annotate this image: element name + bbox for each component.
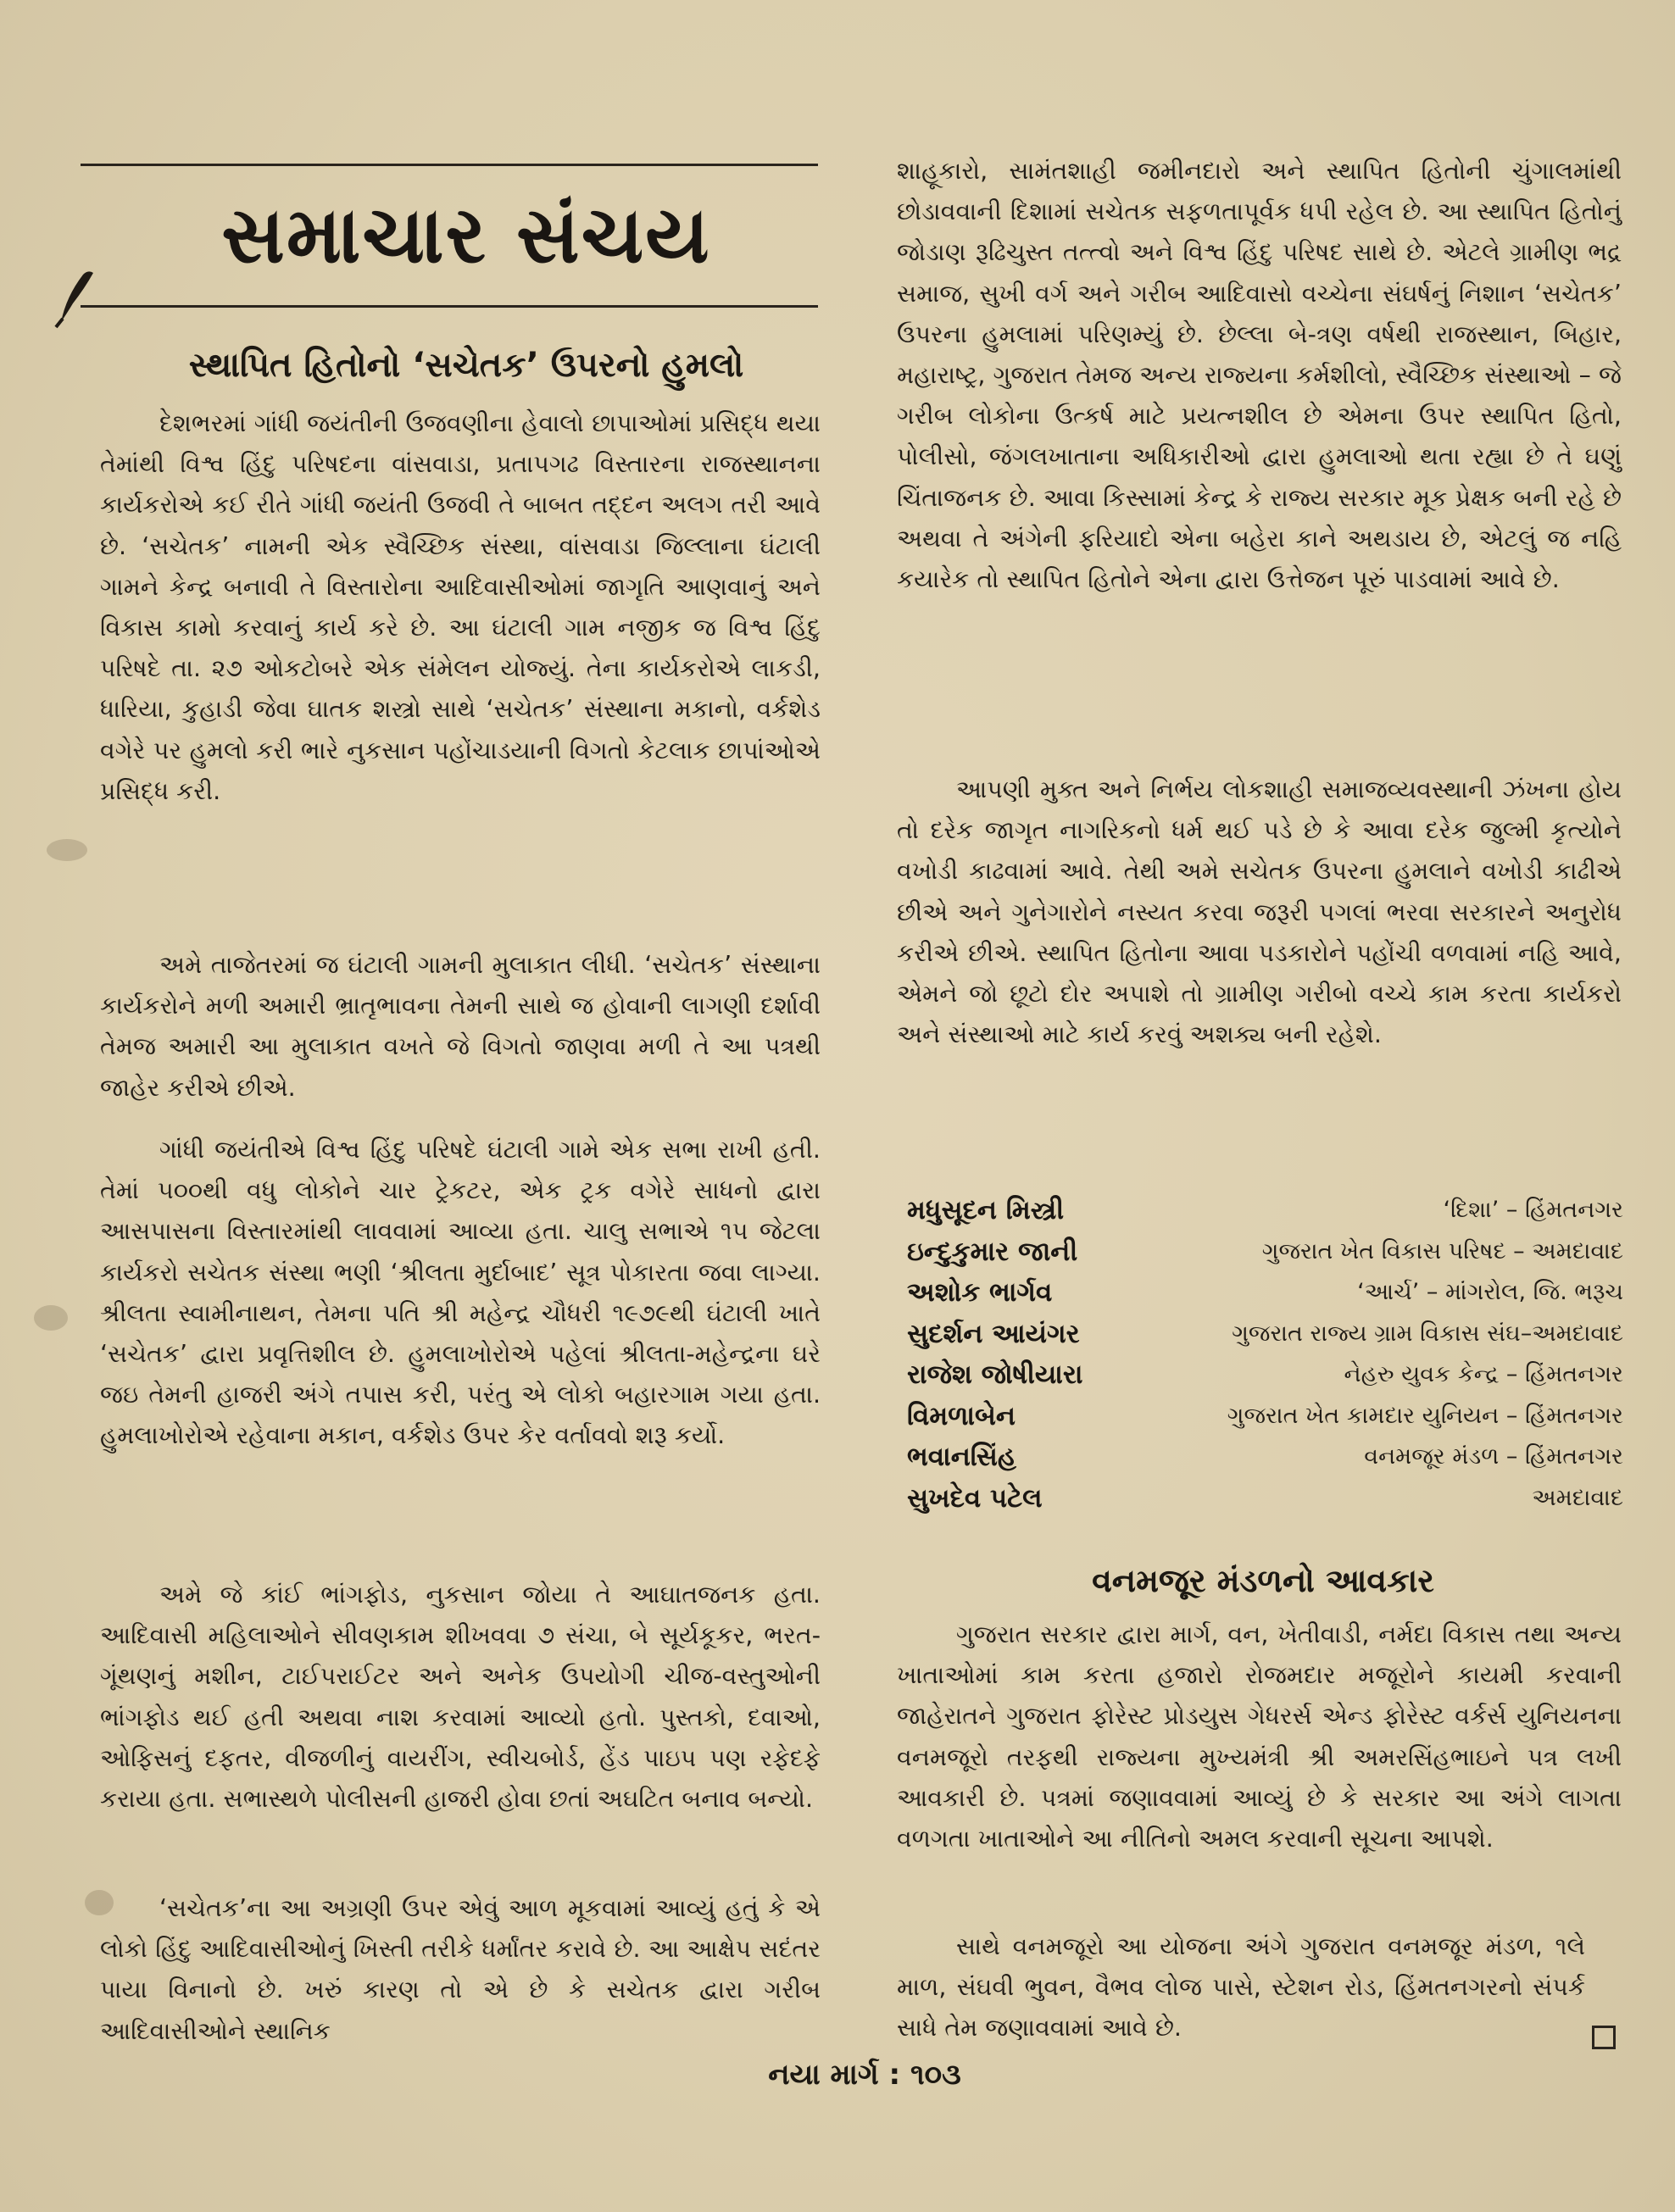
signatory-row <box>907 1397 1623 1438</box>
signatory-organisation: ‘આર્ચ’ – માંગરોલ, જિ. ભરૂચ <box>1357 1279 1623 1305</box>
signatory-row <box>907 1273 1623 1314</box>
paragraph: દેશભરમાં ગાંધી જયંતીની ઉજવણીના હેવાલો છાપાઓમાં પ્રસિદ્ધ થયા તેમાંથી વિશ્વ હિંદુ પરિષદના વાંસવાડા, પ્રતાપગઢ વિસ્તારના રાજસ્થાનના કાર્યકરોએ કઈ રીતે ગાંધી જયંતી ઉજવી તે બાબત તદ્દન અલગ તરી આવે છે. ‘સચેતક’ નામની એક સ્વૈચ્છિક સંસ્થા, વાંસવાડા જિલ્લાના ઘંટાલી ગામને કેન્દ્ર બનાવી તે વિસ્તારોના આદિવાસીઓમાં જાગૃતિ આણવાનું અને વિકાસ કામો કરવાનું કાર્ય કરે છે. આ ઘંટાલી ગામ નજીક જ વિશ્વ હિંદુ પરિષદે તા. ૨૭ ઓકટોબરે એક સંમેલન યોજ્યું. તેના કાર્યકરોએ લાકડી, ધારિયા, કુહાડી જેવા ઘાતક શસ્ત્રો સાથે ‘સચેતક’ સંસ્થાના મકાનો, વર્કશેડ વગેરે પર હુમલો કરી ભારે નુકસાન પહોંચાડયાની વિગતો કેટલાક છાપાંઓએ પ્રસિદ્ધ કરી. <box>100 409 821 805</box>
quill-pen-icon <box>51 263 102 331</box>
signatory-name: સુખદેવ પટેલ <box>907 1482 1043 1514</box>
signatory-name: સુદર્શન આયંગર <box>907 1318 1080 1349</box>
header-rule-top <box>81 164 818 166</box>
paragraph: આપણી મુક્ત અને નિર્ભય લોકશાહી સમાજવ્યવસ્થાની ઝંખના હોય તો દરેક જાગૃત નાગરિકનો ધર્મ થઈ પડે છે કે આવા દરેક જુલ્મી કૃત્યોને વખોડી કાઢવામાં આવે. તેથી અમે સચેતક ઉપરના હુમલાને વખોડી કાઢીએ છીએ અને ગુનેગારોને નસ્યત કરવા જરૂરી પગલાં ભરવા સરકારને અનુરોધ કરીએ છીએ. સ્થાપિત હિતોના આવા પડકારોને પહોંચી વળવામાં નહિ આવે, એમને જો છૂટો દોર અપાશે તો ગ્રામીણ ગરીબો વચ્ચે કામ કરતા કાર્યકરો અને સંસ્થાઓ માટે કાર્ય કરવું અશક્ય બની રહેશે. <box>897 775 1622 1049</box>
signatory-organisation: ગુજરાત ખેત કામદાર યુનિયન – હિંમતનગર <box>1227 1402 1623 1429</box>
signatories-list <box>907 1191 1623 1520</box>
header-rule-bottom <box>81 305 818 308</box>
signatory-name: ભવાનસિંહ <box>907 1442 1016 1472</box>
signatory-name: મધુસૂદન મિસ્ત્રી <box>907 1195 1065 1225</box>
signatory-name: રાજેશ જોષીયારા <box>907 1359 1083 1390</box>
signatory-row <box>907 1355 1623 1397</box>
article-headline: સ્થાપિત હિતોનો ‘સચેતક’ ઉપરનો હુમલો <box>188 346 744 385</box>
signatory-organisation: અમદાવાદ <box>1532 1484 1623 1511</box>
masthead-title: સમાચાર સંચય <box>221 189 711 281</box>
paper-stain <box>47 839 87 861</box>
paragraph: ગાંધી જયંતીએ વિશ્વ હિંદુ પરિષદે ઘંટાલી ગામે એક સભા રાખી હતી. તેમાં ૫૦૦થી વધુ લોકોને ચાર ટ્રેકટર, એક ટ્રક વગેરે સાધનો દ્વારા આસપાસના વિસ્તારમાંથી લાવવામાં આવ્યા હતા. ચાલુ સભાએ ૧૫ જેટલા કાર્યકરો સચેતક સંસ્થા ભણી ‘શ્રીલતા મુર્દાબાદ’ સૂત્ર પોકારતા જવા લાગ્યા. શ્રીલતા સ્વામીનાથન, તેમના પતિ શ્રી મહેન્દ્ર ચૌધરી ૧૯૭૯થી ઘંટાલી ખાતે ‘સચેતક’ દ્વારા પ્રવૃત્તિશીલ છે. હુમલાખોરોએ પહેલાં શ્રીલતા-મહેન્દ્રના ઘરે જઇ તેમની હાજરી અંગે તપાસ કરી, પરંતુ એ લોકો બહારગામ ગયા હતા. હુમલાખોરોએ રહેવાના મકાન, વર્કશેડ ઉપર કેર વર્તાવવો શરૂ કર્યો. <box>100 1136 821 1450</box>
signatory-row <box>907 1437 1623 1479</box>
end-of-article-box-icon <box>1592 2026 1616 2049</box>
signatory-name: ઇન્દુકુમાર જાની <box>907 1236 1078 1267</box>
paper-stain <box>34 1305 68 1331</box>
paragraph: ગુજરાત સરકાર દ્વારા માર્ગ, વન, ખેતીવાડી, નર્મદા વિકાસ તથા અન્ય ખાતાઓમાં કામ કરતા હજારો રોજમદાર મજૂરોને કાયમી કરવાની જાહેરાતને ગુજરાત ફોરેસ્ટ પ્રોડયુસ ગેધરર્સ એન્ડ ફોરેસ્ટ વર્કર્સ યુનિયનના વનમજૂરો તરફથી રાજ્યના મુખ્યમંત્રી શ્રી અમરસિંહભાઇને પત્ર લખી આવકારી છે. પત્રમાં જણાવવામાં આવ્યું છે કે સરકાર આ અંગે લાગતા વળગતા ખાતાઓને આ નીતિનો અમલ કરવાની સૂચના આપશે. <box>897 1620 1622 1854</box>
signatory-organisation: ગુજરાત રાજ્ય ગ્રામ વિકાસ સંઘ–અમદાવાદ <box>1232 1320 1623 1347</box>
signatory-row <box>907 1191 1623 1232</box>
page-footer: નયા માર્ગ : ૧૦૩ <box>768 2058 961 2092</box>
paragraph: અમે તાજેતરમાં જ ઘંટાલી ગામની મુલાકાત લીધી. ‘સચેતક’ સંસ્થાના કાર્યકરોને મળી અમારી ભ્રાતૃભાવના તેમની સાથે જ હોવાની લાગણી દર્શાવી તેમજ અમારી આ મુલાકાત વખતે જે વિગતો જાણવા મળી તે આ પત્રથી જાહેર કરીએ છીએ. <box>100 951 821 1102</box>
signatory-organisation: નેહરુ યુવક કેન્દ્ર – હિંમતનગર <box>1344 1361 1623 1387</box>
signatory-organisation: ‘દિશા’ – હિંમતનગર <box>1443 1197 1623 1223</box>
signatory-row <box>907 1314 1623 1356</box>
paragraph: શાહૂકારો, સામંતશાહી જમીનદારો અને સ્થાપિત હિતોની ચુંગાલમાંથી છોડાવવાની દિશામાં સચેતક સફળતાપૂર્વક ધપી રહેલ છે. આ સ્થાપિત હિતોનું જોડાણ રૂઢિચુસ્ત તત્ત્વો અને વિશ્વ હિંદુ પરિષદ સાથે છે. એટલે ગ્રામીણ ભદ્ર સમાજ, સુખી વર્ગ અને ગરીબ આદિવાસો વચ્ચેના સંઘર્ષનું નિશાન ‘સચેતક’ ઉપરના હુમલામાં પરિણમ્યું છે. છેલ્લા બે-ત્રણ વર્ષથી રાજસ્થાન, બિહાર, મહારાષ્ટ્ર, ગુજરાત તેમજ અન્ય રાજ્યના કર્મશીલો, સ્વૈચ્છિક સંસ્થાઓ – જે ગરીબ લોકોના ઉત્કર્ષ માટે પ્રયત્નશીલ છે એમના ઉપર સ્થાપિત હિતો, પોલીસો, જંગલખાતાના અધિકારીઓ દ્વારા હુમલાઓ થતા રહ્યા છે તે ઘણું ચિંતાજનક છે. આવા કિસ્સામાં કેન્દ્ર કે રાજ્ય સરકાર મૂક પ્રેક્ષક બની રહે છે અથવા તે અંગેની ફરિયાદો એના બહેરા કાને અથડાય છે, એટલું જ નહિ કયારેક તો સ્થાપિત હિતોને એના દ્વારા ઉત્તેજન પૂરું પાડવામાં આવે છે. <box>897 157 1622 594</box>
signatory-name: અશોક ભાર્ગવ <box>907 1277 1053 1308</box>
signatory-organisation: ગુજરાત ખેત વિકાસ પરિષદ – અમદાવાદ <box>1261 1237 1623 1264</box>
paragraph: ‘સચેતક’ના આ અગ્રણી ઉપર એવું આળ મૂકવામાં આવ્યું હતું કે એ લોકો હિંદુ આદિવાસીઓનું ખિસ્તી તરીકે ધર્માંતર કરાવે છે. આ આક્ષેપ સદંતર પાયા વિનાનો છે. ખરું કારણ તો એ છે કે સચેતક દ્વારા ગરીબ આદિવાસીઓને સ્થાનિક <box>100 1894 821 2045</box>
paragraph: અમે જે કાંઈ ભાંગફોડ, નુકસાન જોયા તે આઘાતજનક હતા. આદિવાસી મહિલાઓને સીવણકામ શીખવવા ૭ સંચા, બે સૂર્યકૂકર, ભરત-ગૂંથણનું મશીન, ટાઈપરાઈટર અને અનેક ઉપયોગી ચીજ-વસ્તુઓની ભાંગફોડ થઈ હતી અથવા નાશ કરવામાં આવ્યો હતો. પુસ્તકો, દવાઓ, ઓફિસનું દફતર, વીજળીનું વાયરીંગ, સ્વીચબોર્ડ, હેંડ પાઇપ પણ રફેદફે કરાયા હતા. સભાસ્થળે પોલીસની હાજરી હોવા છતાં અઘટિત બનાવ બન્યો. <box>100 1581 821 1814</box>
paragraph: સાથે વનમજૂરો આ યોજના અંગે ગુજરાત વનમજૂર મંડળ, ૧લે માળ, સંઘવી ભુવન, વૈભવ લોજ પાસે, સ્ટેશન રોડ, હિંમતનગરનો સંપર્ક સાધે તેમ જણાવવામાં આવે છે. <box>897 1932 1585 2042</box>
signatory-row <box>907 1232 1623 1274</box>
sub-headline: વનમજૂર મંડળનો આવકાર <box>1092 1562 1434 1599</box>
signatory-name: વિમળાબેન <box>907 1400 1016 1431</box>
signatory-row <box>907 1479 1623 1520</box>
signatory-organisation: વનમજૂર મંડળ – હિંમતનગર <box>1364 1443 1623 1470</box>
